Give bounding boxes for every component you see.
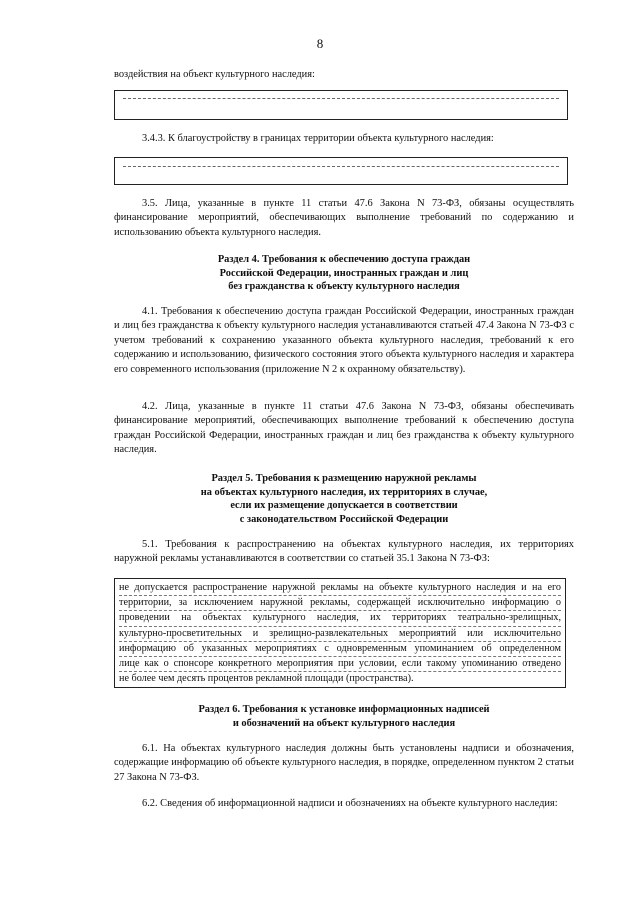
box-line: информацию об указанных мероприятиях с одновременным упоминанием об определенном xyxy=(119,642,561,657)
item-3-4-3: 3.4.3. К благоустройству в границах территории объекта культурного наследия: xyxy=(142,133,494,144)
dashed-line xyxy=(123,166,559,167)
section-4-title xyxy=(114,253,574,294)
section-5-title xyxy=(114,472,574,526)
section-5-title-line: Раздел 5. Требования к размещению наружной рекламы xyxy=(211,473,477,484)
dashed-line xyxy=(123,98,559,99)
paragraph-4-1: 4.1. Требования к обеспечению доступа граждан Российской Федерации, иностранных граждан и лиц без гражданства к объекту культурного наследия устанавливаются статьей 47.4 Закона N 73-ФЗ с учетом требований к сохранению указанного объекта культурного наследия, требований к его содержанию и использованию, физического состояния этого объекта культурного наследия и характера его современного использования (приложение N 2 к охранному обязательству). xyxy=(114,306,574,375)
box-line: проведении на объектах культурного наследия, их территориях театрально-зрелищных, xyxy=(119,611,561,626)
section-5-title-line: с законодательством Российской Федерации xyxy=(239,513,449,525)
section-6-title-line: и обозначений на объект культурного наследия xyxy=(232,717,456,729)
section-6-title-line: Раздел 6. Требования к установке информационных надписей xyxy=(198,704,490,715)
section-4-title-line: Раздел 4. Требования к обеспечению доступа граждан xyxy=(217,254,471,265)
intro-line: воздействия на объект культурного наследия: xyxy=(114,69,315,80)
box-line: культурно-просветительных и зрелищно-развлекательных мероприятий или исключительно xyxy=(119,627,561,642)
section-4-title-line: без гражданства к объекту культурного наследия xyxy=(228,281,460,293)
section-4-title-line: Российской Федерации, иностранных граждан и лиц xyxy=(219,267,469,279)
empty-field-box-landscaping xyxy=(114,157,568,185)
section-5-title-line: если их размещение допускается в соответствии xyxy=(230,500,458,512)
box-line: территории, за исключением наружной рекламы, содержащей исключительно информацию о xyxy=(119,596,561,611)
empty-field-box-impact xyxy=(114,90,568,120)
box-line: не более чем десять процентов рекламной площади (пространства). xyxy=(119,673,414,685)
item-3-5: 3.5. Лица, указанные в пункте 11 статьи 47.6 Закона N 73-ФЗ, обязаны осуществлять финансирование мероприятий, обеспечивающих выполнение требований по содержанию и использованию объекта культурного наследия. xyxy=(114,198,574,238)
section-5-title-line: на объектах культурного наследия, их территориях в случае, xyxy=(200,486,488,498)
paragraph-6-1: 6.1. На объектах культурного наследия должны быть установлены надписи и обозначения, содержащие информацию об объекте культурного наследия, в порядке, определенном пунктом 2 статьи 27 Закона N 73-ФЗ. xyxy=(114,743,574,783)
box-line: не допускается распространение наружной рекламы на объекте культурного наследия и на его xyxy=(119,581,561,596)
page-number: 8 xyxy=(316,36,324,51)
paragraph-4-2: 4.2. Лица, указанные в пункте 11 статьи 47.6 Закона N 73-ФЗ, обязаны обеспечивать финансирование мероприятий, обеспечивающих выполнение требований к обеспечению доступа граждан Российской Федерации, иностранных граждан и лиц без гражданства к объекту культурного наследия. xyxy=(114,401,574,456)
advertising-requirements-box xyxy=(114,578,566,688)
paragraph-5-1: 5.1. Требования к распространению на объектах культурного наследия, их территориях наружной рекламы устанавливаются в соответствии со статьей 35.1 Закона N 73-ФЗ: xyxy=(114,539,574,565)
section-6-title xyxy=(114,703,574,730)
box-line: лице как о спонсоре конкретного мероприятия при условии, если такому упоминанию отведено xyxy=(119,657,561,672)
paragraph-6-2: 6.2. Сведения об информационной надписи и обозначениях на объекте культурного наследия: xyxy=(142,798,558,809)
